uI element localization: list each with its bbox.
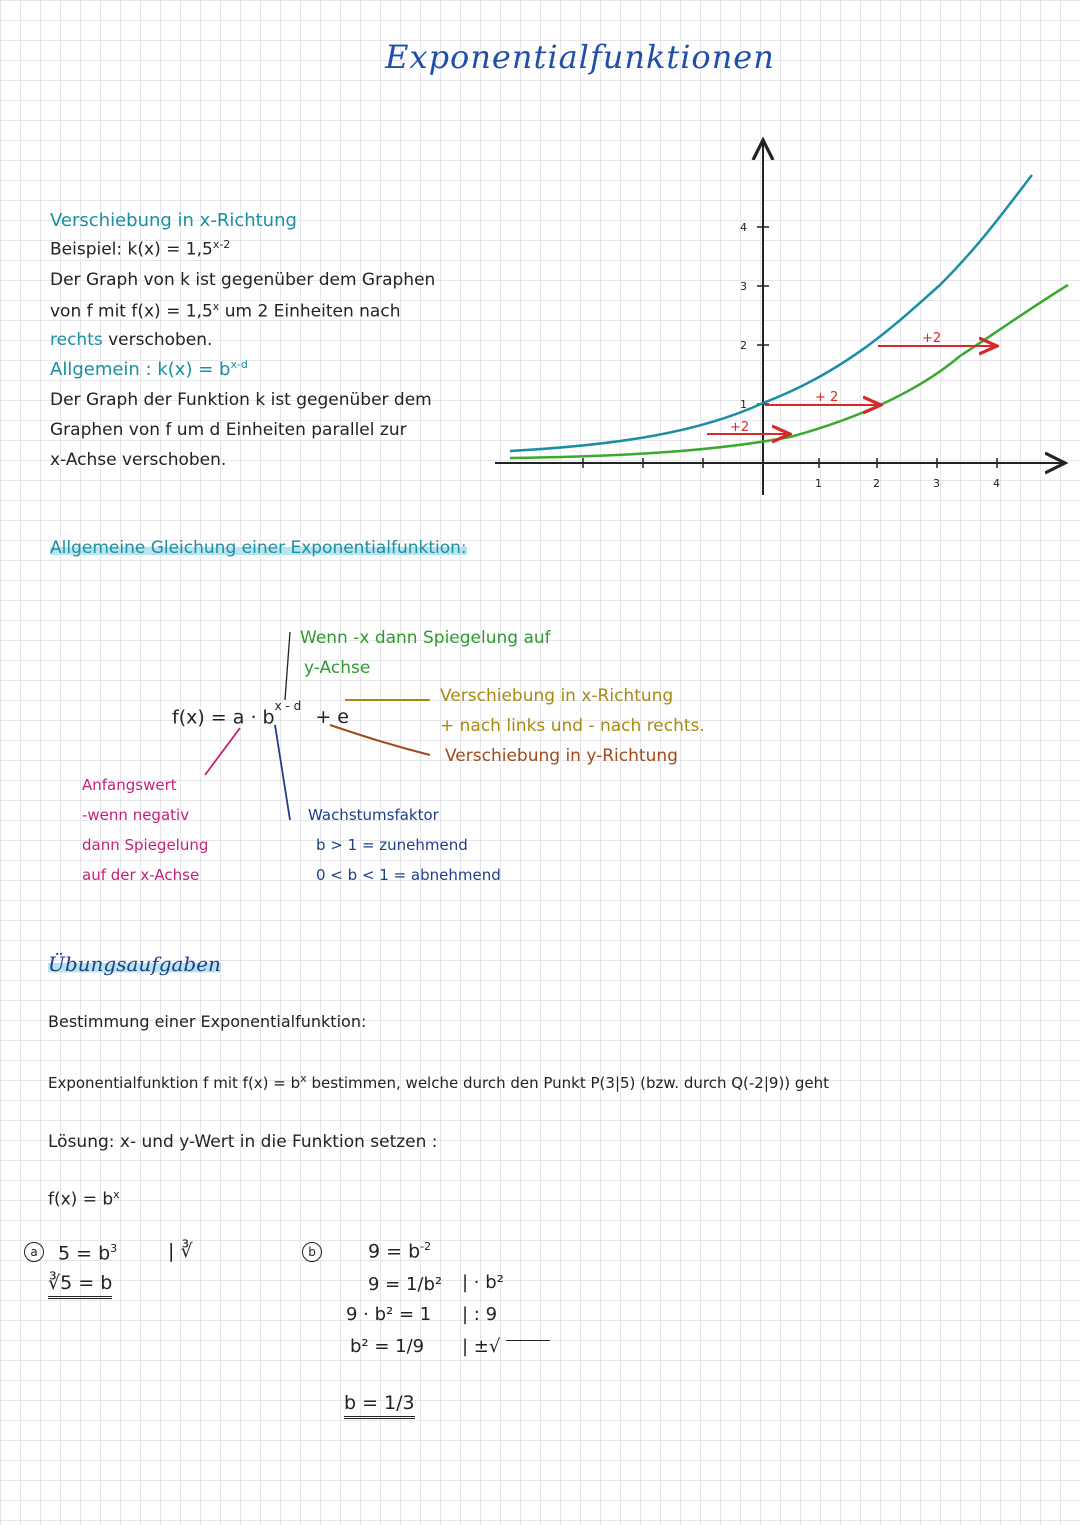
- formula-e: + e: [315, 706, 349, 729]
- curve-k: [510, 285, 1068, 458]
- general-formula-expression: [172, 699, 349, 729]
- part-b-line-1: [368, 1240, 431, 1262]
- shift-x-line-2: + nach links und - nach rechts.: [440, 716, 705, 736]
- solution-line: Lösung: x- und y-Wert in die Funktion setzen :: [48, 1132, 438, 1152]
- task-rest: bestimmen, welche durch den Punkt P(3|5) (bzw. durch Q(-2|9)) geht: [306, 1074, 830, 1092]
- root-overline: [506, 1340, 550, 1341]
- shift-line-3-rest: verschoben.: [102, 330, 213, 350]
- part-a-marker: a: [24, 1242, 44, 1262]
- start-value-line-3: dann Spiegelung: [82, 836, 209, 854]
- part-b-line-3: 9 · b² = 1: [346, 1304, 432, 1325]
- part-b-operation-4: [462, 1336, 550, 1357]
- shift-line-5: Graphen von f um d Einheiten parallel zur: [50, 420, 407, 440]
- y-tick-label-1: 1: [740, 398, 747, 411]
- part-b-line-4: b² = 1/9: [350, 1336, 425, 1357]
- part-b-operation-3: | : 9: [462, 1304, 498, 1325]
- part-a-operation: | ∛: [168, 1240, 193, 1262]
- curve-f: [510, 175, 1032, 451]
- general-eq-heading: [50, 538, 467, 558]
- start-value-line-4: auf der x-Achse: [82, 866, 200, 884]
- exercises-heading-text: Übungsaufgaben: [48, 952, 221, 976]
- growth-factor-line-1: Wachstumsfaktor: [308, 806, 439, 824]
- general-exponent: x-d: [230, 358, 248, 371]
- part-a-equation: 5 = b: [58, 1242, 111, 1265]
- exponential-graph: [0, 0, 1080, 520]
- shift-line-6: x-Achse verschoben.: [50, 450, 227, 470]
- part-b-operation-4-text: | ±√: [462, 1336, 501, 1357]
- part-b-exponent: -2: [420, 1240, 432, 1253]
- y-tick-label-3: 3: [740, 280, 747, 293]
- part-b-marker: b: [302, 1242, 322, 1262]
- shift-label-3: +2: [922, 331, 942, 346]
- formula-exponent: x - d: [274, 699, 302, 713]
- function-template: [48, 1188, 120, 1210]
- general-formula: k(x) = b: [157, 359, 231, 380]
- mirror-y-line-2: y-Achse: [304, 658, 371, 678]
- example-formula: k(x) = 1,5: [127, 239, 213, 260]
- shift-label-2: + 2: [815, 390, 839, 405]
- mirror-y-line-1: Wenn -x dann Spiegelung auf: [300, 628, 551, 648]
- shift-x-line-1: Verschiebung in x-Richtung: [440, 686, 674, 706]
- part-a-exponent: 3: [110, 1242, 118, 1255]
- shift-direction-word: rechts: [50, 330, 103, 350]
- y-tick-label-4: 4: [740, 221, 747, 234]
- y-tick-label-2: 2: [740, 339, 747, 352]
- growth-factor-line-3: 0 < b < 1 = abnehmend: [316, 866, 501, 884]
- shift-y-line: Verschiebung in y-Richtung: [445, 746, 678, 766]
- example-exponent: x-2: [212, 238, 231, 251]
- function-template-exp: x: [113, 1188, 120, 1201]
- x-tick-label-2: 2: [873, 477, 880, 490]
- shift-line-1: Der Graph von k ist gegenüber dem Graphen: [50, 270, 436, 290]
- part-b-result: b = 1/3: [344, 1392, 415, 1419]
- exercises-subheading: Bestimmung einer Exponentialfunktion:: [48, 1012, 367, 1031]
- function-template-text: f(x) = b: [48, 1189, 114, 1210]
- growth-factor-line-2: b > 1 = zunehmend: [316, 836, 468, 854]
- part-b-line-2: 9 = 1/b²: [368, 1274, 443, 1295]
- task-exponent: x: [300, 1072, 307, 1085]
- shift-line-2-exp: x: [212, 300, 220, 313]
- exercise-task: [48, 1072, 1078, 1092]
- shift-heading: Verschiebung in x-Richtung: [50, 210, 297, 231]
- part-b-equation-1: 9 = b: [368, 1240, 421, 1263]
- start-value-line-1: Anfangswert: [82, 776, 177, 794]
- part-a-line-1: [58, 1242, 117, 1264]
- example-label: Beispiel:: [50, 239, 123, 260]
- shift-label-1: +2: [730, 420, 750, 435]
- start-value-line-2: -wenn negativ: [82, 806, 190, 824]
- formula-main: f(x) = a · b: [172, 706, 275, 729]
- general-eq-heading-text: Allgemeine Gleichung einer Exponentialfunktion:: [50, 538, 467, 558]
- x-tick-label-3: 3: [933, 477, 940, 490]
- x-tick-label-4: 4: [993, 477, 1000, 490]
- shift-line-2-text: von f mit f(x) = 1,5: [50, 301, 213, 322]
- x-tick-label-1: 1: [815, 477, 822, 490]
- task-text: Exponentialfunktion f mit f(x) = b: [48, 1074, 301, 1092]
- shift-line-4: Der Graph der Funktion k ist gegenüber dem: [50, 390, 432, 410]
- exercises-heading: [48, 952, 221, 976]
- part-b-operation-2: | · b²: [462, 1272, 504, 1293]
- shift-line-2-end: um 2 Einheiten nach: [219, 301, 401, 322]
- general-label: Allgemein :: [50, 359, 152, 380]
- part-a-result: ∛5 = b: [48, 1272, 112, 1299]
- page-title: Exponentialfunktionen: [385, 38, 775, 76]
